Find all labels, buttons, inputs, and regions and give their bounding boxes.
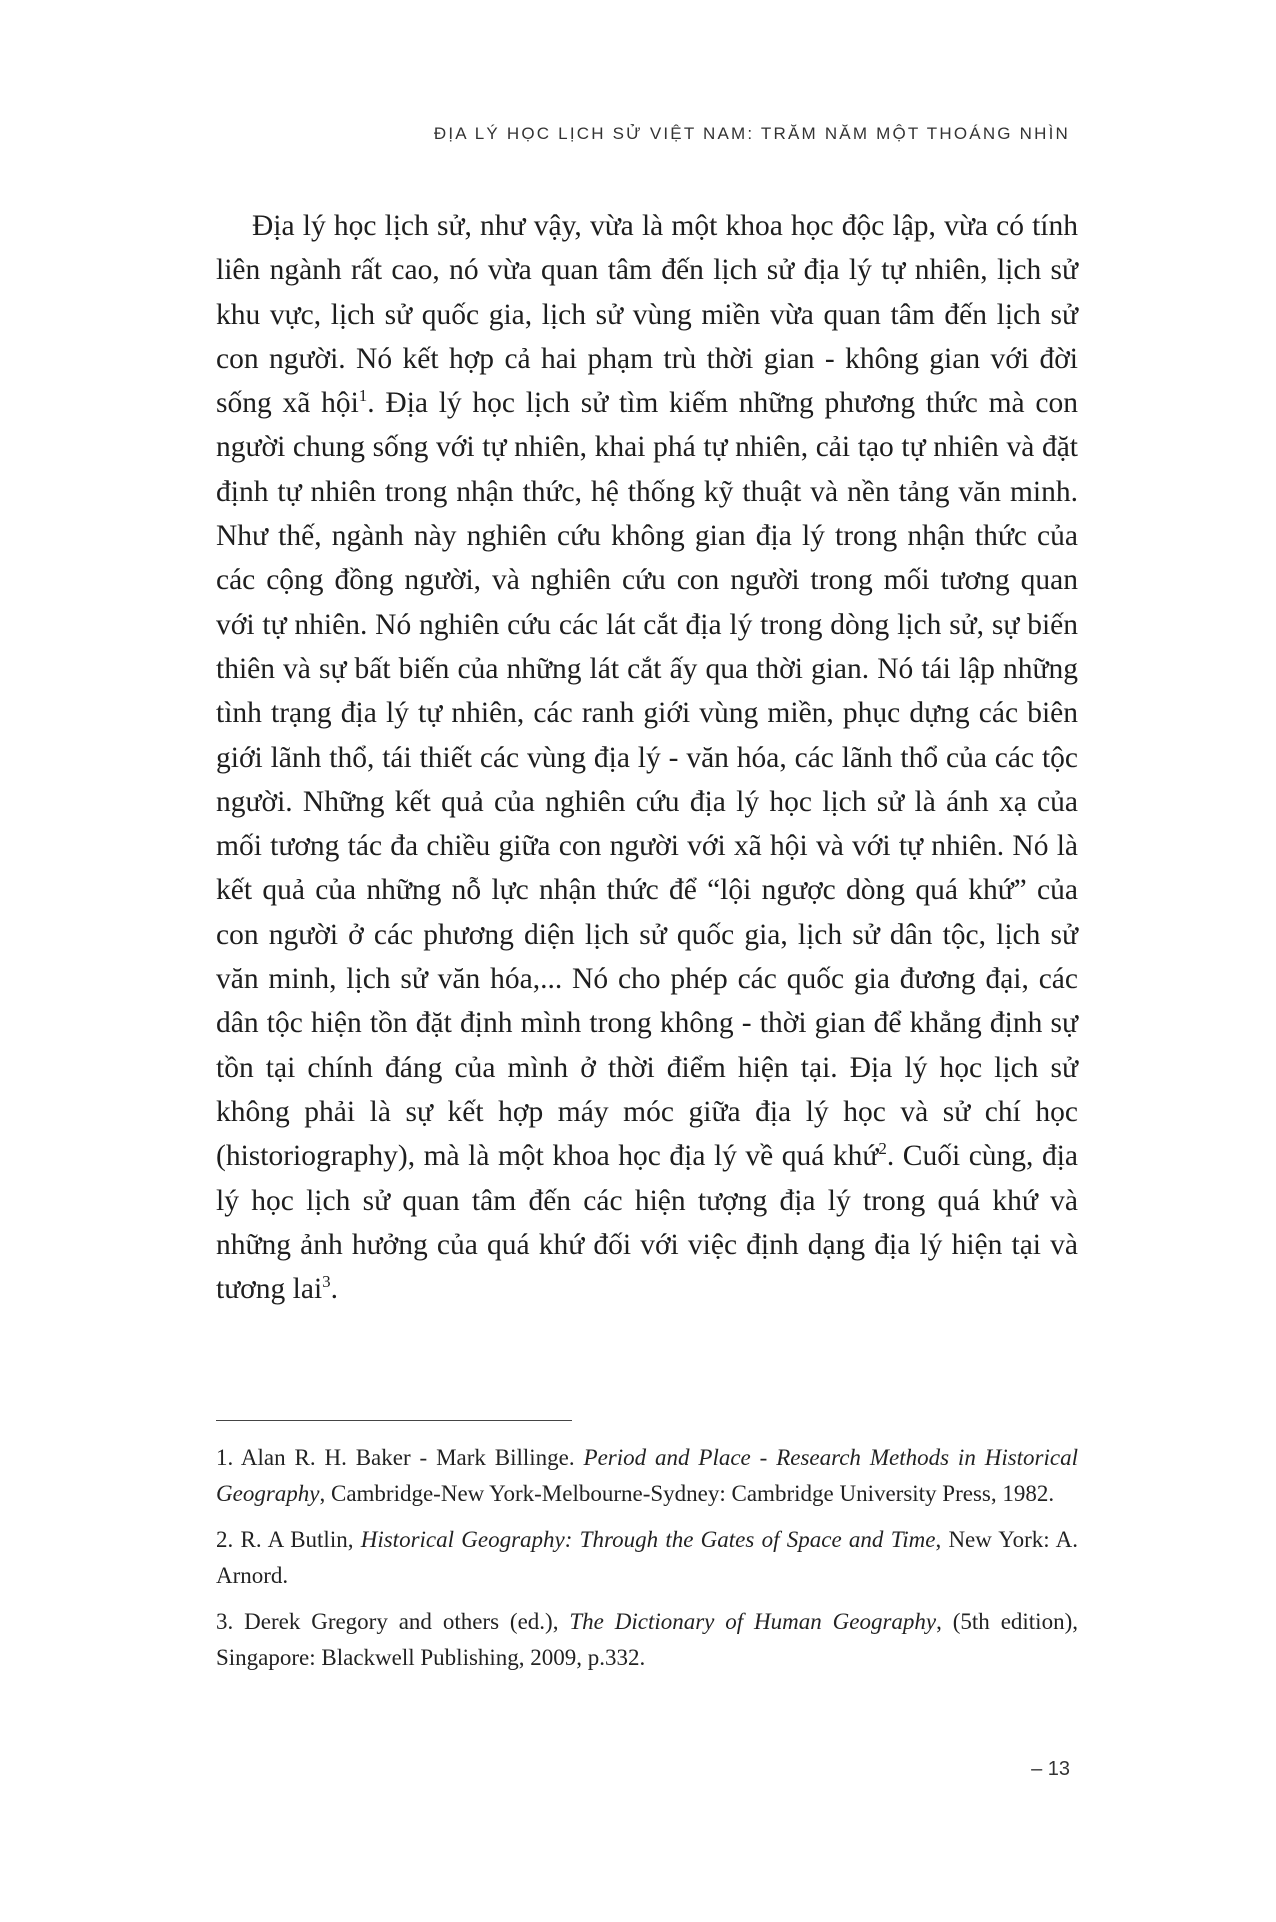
footnote-tail: , Cambridge-New York-Melbourne-Sydney: Cambridge University Press, 1982.	[319, 1481, 1055, 1506]
footnote-tail: , New York: A. Arnord.	[216, 1527, 1078, 1588]
paragraph-segment: . Cuối cùng, địa lý học lịch sử quan tâm đến các hiện tượng địa lý trong quá khứ và những ảnh hưởng của quá khứ đối với việc định dạng địa lý hiện tại và tương lai	[216, 1140, 1078, 1306]
paragraph-segment: Địa lý học lịch sử, như vậy, vừa là một khoa học độc lập, vừa có tính liên ngành rất cao, nó vừa quan tâm đến lịch sử địa lý tự nhiên, lịch sử khu vực, lịch sử quốc gia, lịch sử vùng miền vừa quan tâm đến lịch sử con người. Nó kết hợp cả hai phạm trù thời gian - không gian với đời sống xã hội	[216, 210, 1078, 420]
body-paragraph	[216, 204, 1078, 1311]
footnote-ref-2[interactable]: 2	[878, 1139, 887, 1159]
footnote-lead: 1. Alan R. H. Baker - Mark Billinge.	[216, 1445, 584, 1470]
footnote-title: Historical Geography: Through the Gates of Space and Time	[360, 1527, 936, 1552]
footnote-title: Period and Place - Research Methods in Historical Geography	[216, 1445, 1078, 1506]
paragraph-segment: .	[330, 1273, 339, 1306]
footnote-divider	[216, 1420, 572, 1421]
footnote-1	[216, 1440, 1078, 1512]
footnote-3	[216, 1604, 1078, 1676]
footnote-ref-1[interactable]: 1	[358, 386, 368, 406]
footnote-lead: 3. Derek Gregory and others (ed.),	[216, 1609, 570, 1634]
paragraph-segment: . Địa lý học lịch sử tìm kiếm những phương thức mà con người chung sống với tự nhiên, khai phá tự nhiên, cải tạo tự nhiên và đặt định tự nhiên trong nhận thức, hệ thống kỹ thuật và nền tảng văn minh. Như thế, ngành này nghiên cứu không gian địa lý trong nhận thức của các cộng đồng người, và nghiên cứu con người trong mối tương quan với tự nhiên. Nó nghiên cứu các lát cắt địa lý trong dòng lịch sử, sự biến thiên và sự bất biến của những lát cắt ấy qua thời gian. Nó tái lập những tình trạng địa lý tự nhiên, các ranh giới vùng miền, phục dựng các biên giới lãnh thổ, tái thiết các vùng địa lý - văn hóa, các lãnh thổ của các tộc người. Những kết quả của nghiên cứu địa lý học lịch sử là ánh xạ của mối tương tác đa chiều giữa con người với xã hội và với tự nhiên. Nó là kết quả của những nỗ lực nhận thức để “lội ngược dòng quá khứ” của con người ở các phương diện lịch sử quốc gia, lịch sử dân tộc, lịch sử văn minh, lịch sử văn hóa,... Nó cho phép các quốc gia đương đại, các dân tộc hiện tồn đặt định mình trong không - thời gian để khẳng định sự tồn tại chính đáng của mình ở thời điểm hiện tại. Địa lý học lịch sử không phải là sự kết hợp máy móc giữa địa lý học và sử chí học (historiography), mà là một khoa học địa lý về quá khứ	[216, 387, 1078, 1173]
footnote-2	[216, 1522, 1078, 1594]
footnote-ref-3[interactable]: 3	[322, 1272, 331, 1292]
page-number: – 13	[1031, 1758, 1070, 1780]
running-header: ĐỊA LÝ HỌC LỊCH SỬ VIỆT NAM: TRĂM NĂM MỘT THOÁNG NHÌN	[433, 124, 1070, 143]
footnote-tail: , (5th edition), Singapore: Blackwell Publishing, 2009, p.332.	[216, 1609, 1078, 1670]
footnote-lead: 2. R. A Butlin,	[216, 1527, 361, 1552]
main-text	[216, 204, 1078, 1311]
footnotes	[216, 1440, 1078, 1686]
footnote-title: The Dictionary of Human Geography	[569, 1609, 937, 1634]
